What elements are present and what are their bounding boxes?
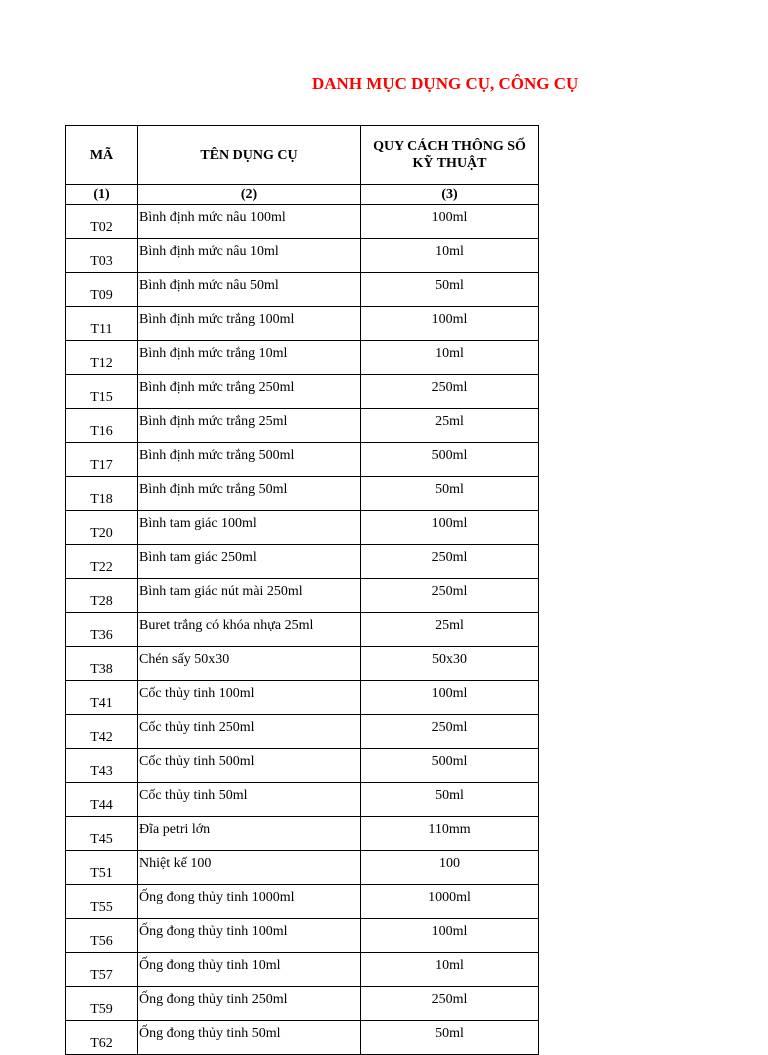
cell-spec: 100ml: [361, 307, 539, 341]
cell-code-text: T28: [90, 594, 113, 609]
table-row: [66, 375, 539, 409]
cell-name: Cốc thủy tinh 50ml: [138, 783, 361, 817]
table-row: [66, 307, 539, 341]
table-row: [66, 341, 539, 375]
cell-code-text: T55: [90, 900, 113, 915]
cell-code: [66, 681, 138, 715]
cell-code-text: T42: [90, 730, 113, 745]
header-code: MÃ: [66, 126, 138, 185]
table-row: [66, 579, 539, 613]
cell-name: Đĩa petri lớn: [138, 817, 361, 851]
cell-code-text: T22: [90, 560, 113, 575]
cell-spec: 100ml: [361, 511, 539, 545]
cell-spec: 100ml: [361, 681, 539, 715]
cell-spec: 25ml: [361, 409, 539, 443]
table-row: [66, 273, 539, 307]
cell-spec: 110mm: [361, 817, 539, 851]
table-row: [66, 647, 539, 681]
document-title: DANH MỤC DỤNG CỤ, CÔNG CỤ: [312, 74, 579, 93]
cell-spec: 250ml: [361, 545, 539, 579]
table-row: [66, 205, 539, 239]
cell-code-text: T44: [90, 798, 113, 813]
cell-spec: 250ml: [361, 715, 539, 749]
cell-code: [66, 273, 138, 307]
cell-code: [66, 1021, 138, 1055]
header-name: TÊN DỤNG CỤ: [138, 126, 361, 185]
cell-name: Bình định mức trắng 10ml: [138, 341, 361, 375]
table-row: [66, 511, 539, 545]
cell-code-text: T51: [90, 866, 113, 881]
cell-code-text: T03: [90, 254, 113, 269]
cell-name: Bình tam giác 250ml: [138, 545, 361, 579]
title-container: [290, 72, 579, 98]
cell-spec: 100ml: [361, 919, 539, 953]
cell-code: [66, 919, 138, 953]
cell-code: [66, 477, 138, 511]
cell-code: [66, 579, 138, 613]
cell-name: Bình định mức trắng 250ml: [138, 375, 361, 409]
cell-name: Buret trắng có khóa nhựa 25ml: [138, 613, 361, 647]
table-row: [66, 885, 539, 919]
cell-code-text: T11: [90, 322, 113, 337]
header-spec: QUY CÁCH THÔNG SỐ KỸ THUẬT: [361, 126, 539, 185]
cell-spec: 50ml: [361, 783, 539, 817]
cell-code-text: T12: [90, 356, 113, 371]
cell-code-text: T09: [90, 288, 113, 303]
table-row: [66, 613, 539, 647]
table-row: [66, 987, 539, 1021]
cell-code-text: T62: [90, 1036, 113, 1051]
cell-code: [66, 885, 138, 919]
cell-code-text: T17: [90, 458, 113, 473]
cell-name: Bình định mức trắng 25ml: [138, 409, 361, 443]
cell-code: [66, 511, 138, 545]
cell-code-text: T18: [90, 492, 113, 507]
cell-code-text: T36: [90, 628, 113, 643]
cell-name: Bình định mức nâu 50ml: [138, 273, 361, 307]
cell-name: Bình định mức trắng 50ml: [138, 477, 361, 511]
cell-code: [66, 613, 138, 647]
cell-spec: 10ml: [361, 341, 539, 375]
cell-code-text: T59: [90, 1002, 113, 1017]
header-number-3: (3): [361, 185, 539, 205]
cell-code-text: T20: [90, 526, 113, 541]
cell-code: [66, 341, 138, 375]
cell-name: Ống đong thủy tinh 50ml: [138, 1021, 361, 1055]
cell-code: [66, 239, 138, 273]
header-row: [66, 126, 539, 185]
table-row: [66, 953, 539, 987]
cell-name: Cốc thủy tinh 500ml: [138, 749, 361, 783]
cell-code: [66, 817, 138, 851]
cell-name: Bình định mức trắng 100ml: [138, 307, 361, 341]
table-row: [66, 817, 539, 851]
table-body: [66, 205, 539, 1055]
cell-code: [66, 953, 138, 987]
cell-name: Bình định mức nâu 100ml: [138, 205, 361, 239]
cell-code: [66, 205, 138, 239]
table-row: [66, 919, 539, 953]
cell-code-text: T57: [90, 968, 113, 983]
cell-code-text: T45: [90, 832, 113, 847]
table-row: [66, 1021, 539, 1055]
cell-code: [66, 647, 138, 681]
cell-name: Cốc thủy tinh 100ml: [138, 681, 361, 715]
table-row: [66, 443, 539, 477]
cell-name: Ống đong thủy tinh 100ml: [138, 919, 361, 953]
header-number-1: (1): [66, 185, 138, 205]
table-row: [66, 715, 539, 749]
cell-spec: 250ml: [361, 579, 539, 613]
cell-name: Bình định mức trắng 500ml: [138, 443, 361, 477]
cell-spec: 25ml: [361, 613, 539, 647]
table-row: [66, 477, 539, 511]
cell-code: [66, 409, 138, 443]
cell-code-text: T43: [90, 764, 113, 779]
cell-spec: 250ml: [361, 987, 539, 1021]
cell-spec: 500ml: [361, 443, 539, 477]
cell-name: Ống đong thủy tinh 10ml: [138, 953, 361, 987]
cell-code-text: T56: [90, 934, 113, 949]
cell-code-text: T16: [90, 424, 113, 439]
cell-spec: 50ml: [361, 273, 539, 307]
cell-code: [66, 443, 138, 477]
cell-spec: 250ml: [361, 375, 539, 409]
cell-spec: 50x30: [361, 647, 539, 681]
cell-spec: 100: [361, 851, 539, 885]
cell-name: Chén sấy 50x30: [138, 647, 361, 681]
cell-spec: 50ml: [361, 1021, 539, 1055]
cell-code: [66, 851, 138, 885]
cell-code: [66, 783, 138, 817]
table-row: [66, 749, 539, 783]
cell-code-text: T15: [90, 390, 113, 405]
header-number-row: [66, 185, 539, 205]
table-row: [66, 681, 539, 715]
table-row: [66, 239, 539, 273]
cell-name: Cốc thủy tinh 250ml: [138, 715, 361, 749]
cell-name: Ống đong thủy tinh 1000ml: [138, 885, 361, 919]
table-row: [66, 545, 539, 579]
cell-spec: 1000ml: [361, 885, 539, 919]
cell-name: Bình tam giác 100ml: [138, 511, 361, 545]
cell-code-text: T41: [90, 696, 113, 711]
table-row: [66, 783, 539, 817]
table-row: [66, 409, 539, 443]
cell-code: [66, 375, 138, 409]
cell-spec: 100ml: [361, 205, 539, 239]
header-number-2: (2): [138, 185, 361, 205]
cell-code: [66, 715, 138, 749]
cell-name: Ống đong thủy tinh 250ml: [138, 987, 361, 1021]
cell-name: Bình định mức nâu 10ml: [138, 239, 361, 273]
cell-code-text: T02: [90, 220, 113, 235]
table-row: [66, 851, 539, 885]
cell-spec: 50ml: [361, 477, 539, 511]
cell-spec: 10ml: [361, 239, 539, 273]
cell-code-text: T38: [90, 662, 113, 677]
cell-name: Nhiệt kế 100: [138, 851, 361, 885]
cell-code: [66, 987, 138, 1021]
cell-spec: 500ml: [361, 749, 539, 783]
equipment-table: [65, 125, 539, 1055]
cell-name: Bình tam giác nút mài 250ml: [138, 579, 361, 613]
cell-code: [66, 545, 138, 579]
cell-code: [66, 749, 138, 783]
cell-code: [66, 307, 138, 341]
cell-spec: 10ml: [361, 953, 539, 987]
